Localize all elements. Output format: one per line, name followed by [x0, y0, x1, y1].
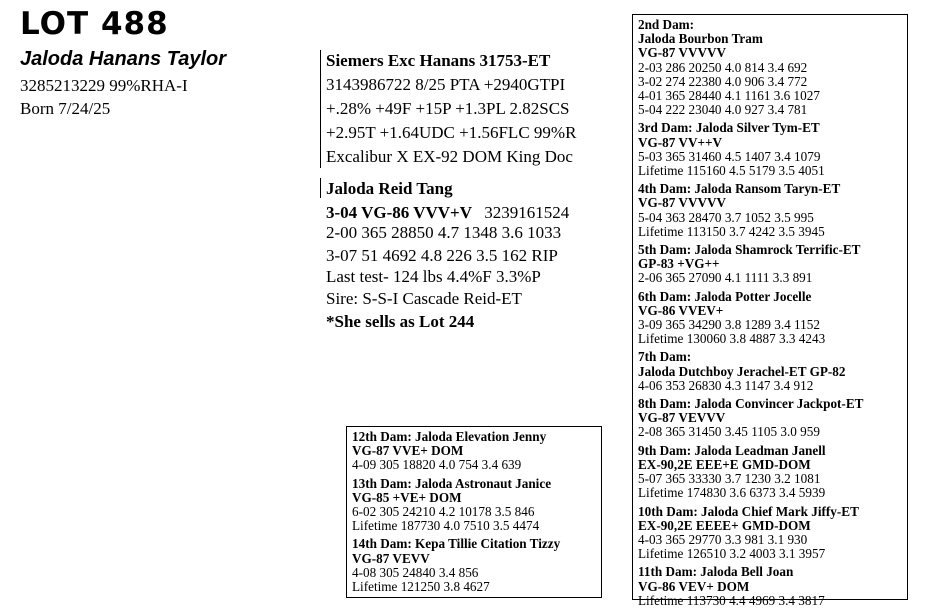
dam-entry-heading: Jaloda Dutchboy Jerachel-ET GP-82: [638, 363, 846, 379]
dam-entry-record: Lifetime 187730 4.0 7510 3.5 4474: [352, 518, 540, 534]
dam-entry-record: 5-07 365 33330 3.7 1230 3.2 1081: [638, 471, 821, 487]
dam-entry-heading: 4th Dam: Jaloda Ransom Taryn-ET: [638, 181, 841, 197]
dam-entry-record: Lifetime 113730 4.4 4969 3.4 3817: [638, 592, 825, 608]
dam-entry-heading: VG-87 VVVVV: [638, 45, 727, 61]
sire-line: Excalibur X EX-92 DOM King Doc: [326, 147, 573, 166]
dam-entry-heading: GP-83 +VG++: [638, 256, 720, 272]
animal-registration: 3285213229 99%RHA-I: [20, 76, 188, 95]
dam-registration: 3239161524: [484, 203, 570, 222]
dam-name: Jaloda Reid Tang: [326, 179, 453, 198]
dam-entry: [638, 350, 903, 393]
dam-entry-record: 3-09 365 34290 3.8 1289 3.4 1152: [638, 317, 820, 333]
dam-entry-heading: VG-86 VVEV+: [638, 302, 724, 318]
dam-entry-heading: VG-87 VV++V: [638, 134, 723, 150]
dam-line: Sire: S-S-I Cascade Reid-ET: [326, 289, 522, 308]
dam-divider: [320, 178, 321, 198]
dam-entry: [638, 290, 903, 347]
dam-entry-record: Lifetime 113150 3.7 4242 3.5 3945: [638, 223, 825, 239]
animal-born-date: Born 7/24/25: [20, 99, 111, 118]
animal-name: Jaloda Hanans Taylor: [20, 48, 226, 70]
dam-entry-record: Lifetime 174830 3.6 6373 3.4 5939: [638, 485, 826, 501]
dam-entry: [638, 444, 903, 501]
dam-entry-heading: 5th Dam: Jaloda Shamrock Terrific-ET: [638, 242, 861, 258]
dam-classification: 3-04 VG-86 VVV+V: [326, 203, 473, 222]
pedigree-box-left: [346, 426, 602, 598]
dam-entry-record: 4-06 353 26830 4.3 1147 3.4 912: [638, 377, 814, 393]
dam-entry: [638, 182, 903, 239]
dam-sale-note: *She sells as Lot 244: [326, 312, 475, 331]
dam-line: 2-00 365 28850 4.7 1348 3.6 1033: [326, 223, 562, 242]
dam-entry-heading: 10th Dam: Jaloda Chief Mark Jiffy-ET: [638, 503, 859, 519]
dam-entry-record: 3-02 274 22380 4.0 906 3.4 772: [638, 73, 808, 89]
dam-entry-heading: 6th Dam: Jaloda Potter Jocelle: [638, 288, 812, 304]
dam-entry-heading: VG-87 VEVVV: [638, 410, 726, 426]
dam-entry-heading: VG-87 VVE+ DOM: [352, 443, 464, 459]
dam-line: 3-07 51 4692 4.8 226 3.5 162 RIP: [326, 246, 558, 265]
dam-entry-heading: Jaloda Bourbon Tram: [638, 31, 763, 47]
dam-entry: [638, 397, 903, 440]
dam-entry-heading: 12th Dam: Jaloda Elevation Jenny: [352, 429, 547, 444]
dam-entry-record: Lifetime 130060 3.8 4887 3.3 4243: [638, 331, 826, 347]
dam-entry-record: 2-03 286 20250 4.0 814 3.4 692: [638, 59, 808, 75]
dam-entry-record: 4-03 365 29770 3.3 981 3.1 930: [638, 531, 808, 547]
dam-entry: [352, 430, 597, 473]
dam-entry-heading: 9th Dam: Jaloda Leadman Janell: [638, 442, 826, 458]
dam-entry-heading: 13th Dam: Jaloda Astronaut Janice: [352, 475, 552, 491]
dam-entry-heading: VG-87 VVVVV: [638, 195, 727, 211]
dam-entry: [638, 121, 903, 178]
dam-entry: [638, 18, 903, 117]
sire-line: +.28% +49F +15P +1.3PL 2.82SCS: [326, 99, 570, 118]
dam-entry-heading: 14th Dam: Kepa Tillie Citation Tizzy: [352, 536, 561, 552]
dam-entry-heading: 11th Dam: Jaloda Bell Joan: [638, 564, 794, 580]
dam-entry-heading: 7th Dam:: [638, 349, 692, 365]
dam-entry-heading: EX-90,2E EEE+E GMD-DOM: [638, 456, 811, 472]
dam-entry-record: Lifetime 115160 4.5 5179 3.5 4051: [638, 163, 825, 179]
dam-entry-record: 4-01 365 28440 4.1 1161 3.6 1027: [638, 88, 820, 104]
dam-entry-record: 2-08 365 31450 3.45 1105 3.0 959: [638, 424, 820, 440]
sire-divider: [320, 50, 321, 168]
dam-entry-record: 5-03 365 31460 4.5 1407 3.4 1079: [638, 148, 821, 164]
dam-entry-heading: 8th Dam: Jaloda Convincer Jackpot-ET: [638, 396, 864, 412]
dam-entry-record: 6-02 305 24210 4.2 10178 3.5 846: [352, 504, 535, 520]
dam-entry-heading: 3rd Dam: Jaloda Silver Tym-ET: [638, 120, 820, 136]
dam-entry-record: 5-04 363 28470 3.7 1052 3.5 995: [638, 209, 814, 225]
sire-line: +2.95T +1.64UDC +1.56FLC 99%R: [326, 123, 577, 142]
lot-number: LOT 488: [20, 6, 169, 42]
dam-entry-heading: VG-87 VEVV: [352, 550, 430, 566]
dam-entry-record: Lifetime 121250 3.8 4627: [352, 579, 490, 595]
dam-entry-heading: 2nd Dam:: [638, 17, 695, 32]
dam-entry: [352, 537, 597, 594]
dam-entry: [638, 505, 903, 562]
sire-name: Siemers Exc Hanans 31753-ET: [326, 51, 551, 70]
dam-entry-record: 4-08 305 24840 3.4 856: [352, 564, 479, 580]
dam-entry-record: 4-09 305 18820 4.0 754 3.4 639: [352, 457, 522, 473]
pedigree-box-right: [632, 14, 908, 608]
dam-entry-heading: VG-85 +VE+ DOM: [352, 489, 462, 505]
dam-entry-record: 5-04 222 23040 4.0 927 3.4 781: [638, 102, 808, 118]
dam-line: Last test- 124 lbs 4.4%F 3.3%P: [326, 267, 541, 286]
dam-entry-record: 2-06 365 27090 4.1 1111 3.3 891: [638, 270, 813, 286]
dam-entry: [638, 243, 903, 286]
dam-entry: [638, 565, 903, 608]
dam-entry: [352, 477, 597, 534]
dam-entry-heading: EX-90,2E EEEE+ GMD-DOM: [638, 517, 811, 533]
sire-line: 3143986722 8/25 PTA +2940GTPI: [326, 75, 566, 94]
dam-entry-record: Lifetime 126510 3.2 4003 3.1 3957: [638, 546, 826, 562]
dam-entry-heading: VG-86 VEV+ DOM: [638, 578, 750, 594]
